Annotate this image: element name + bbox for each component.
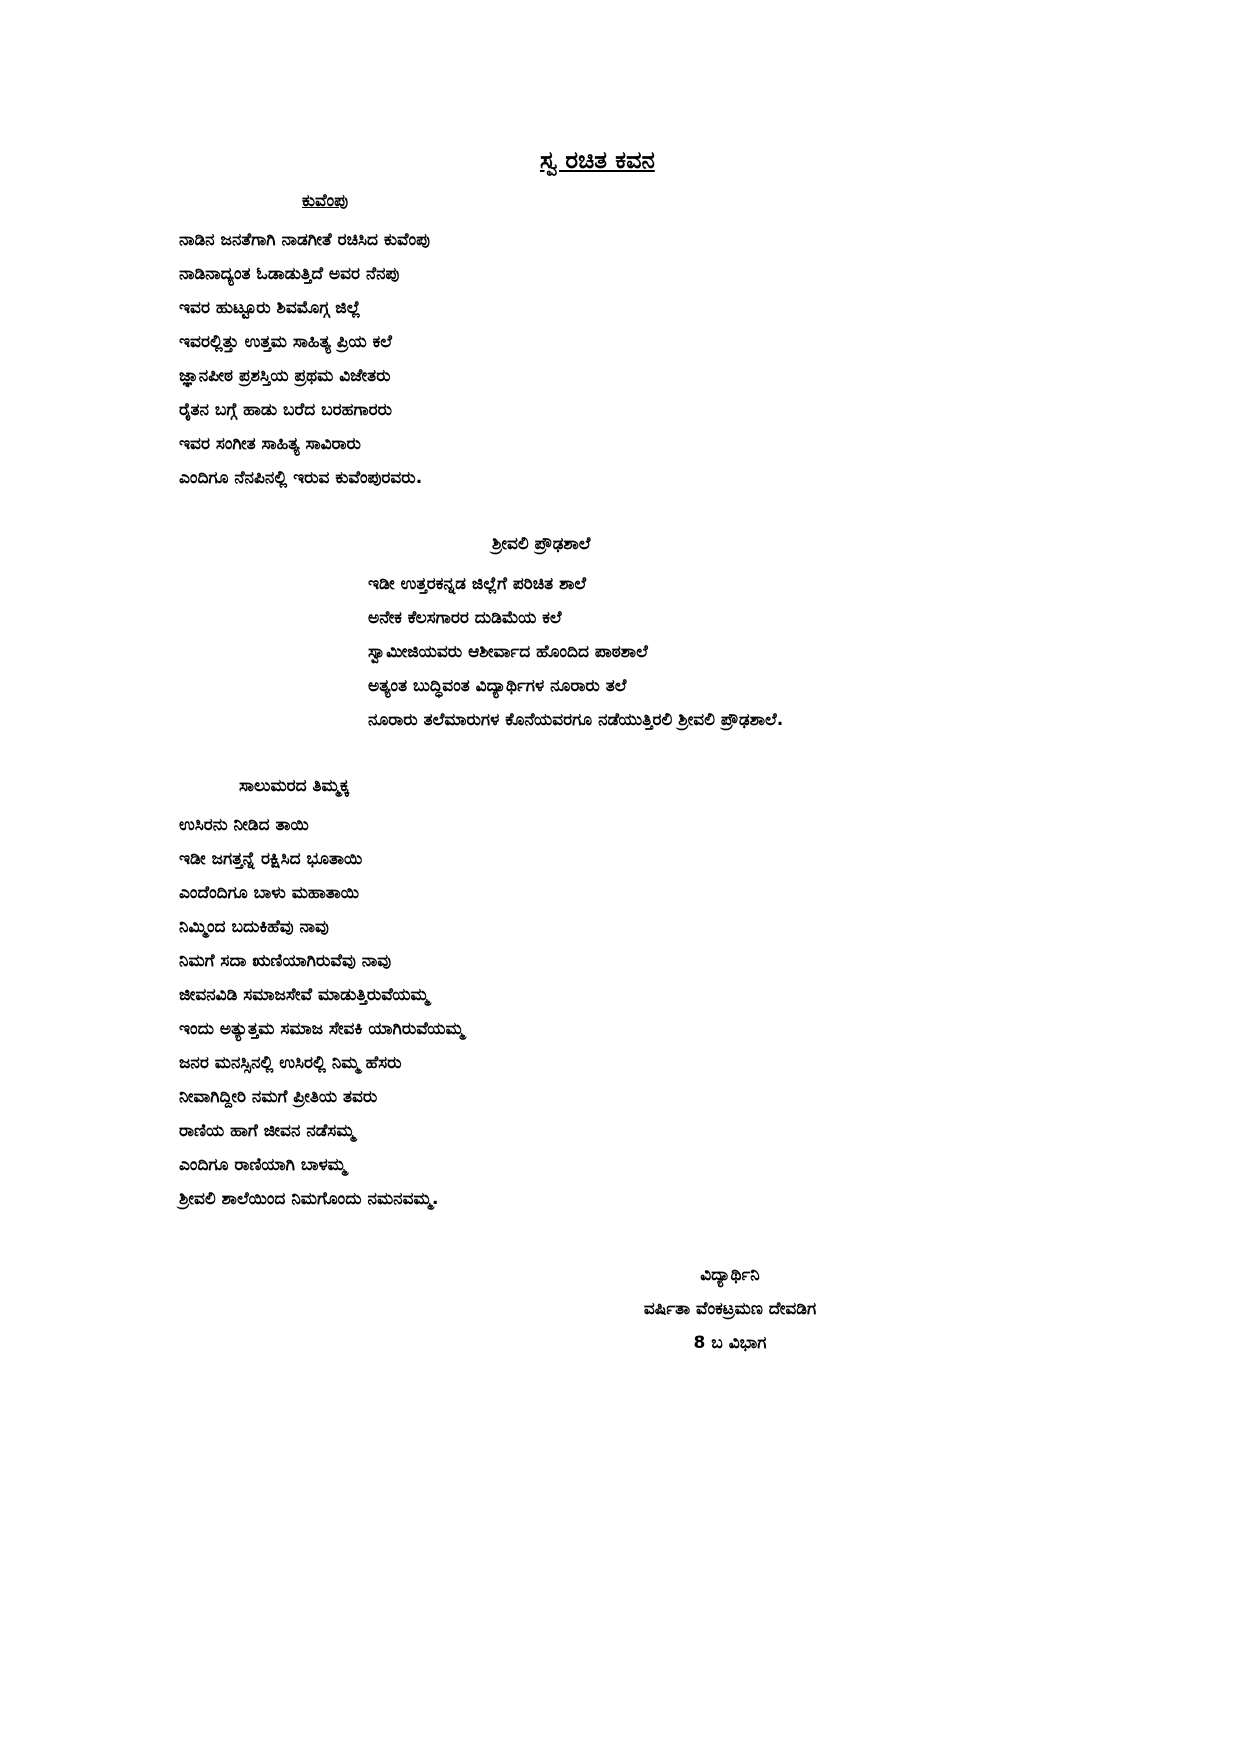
poem-line: ಎಂದೆಂದಿಗೂ ಬಾಳು ಮಹಾತಾಯಿ: [179, 883, 359, 903]
poem-line: ನಿಮ್ಮಿಂದ ಬದುಕಿಹೆವು ನಾವು: [179, 917, 329, 937]
poem-line: ರಾಣಿಯ ಹಾಗೆ ಜೀವನ ನಡೆಸಮ್ಮ: [179, 1121, 355, 1141]
poem-line: ಸ್ವಾಮೀಜಿಯವರು ಆಶೀರ್ವಾದ ಹೊಂದಿದ ಪಾಠಶಾಲೆ: [368, 642, 648, 662]
signature-block: [560, 1258, 900, 1360]
poem-line: ಇವರಲ್ಲಿತ್ತು ಉತ್ತಮ ಸಾಹಿತ್ಯ ಪ್ರಿಯ ಕಲೆ: [179, 332, 392, 352]
poem-line: ಅತ್ಯಂತ ಬುದ್ಧಿವಂತ ವಿದ್ಯಾರ್ಥಿಗಳ ನೂರಾರು ತಲೆ: [368, 676, 627, 696]
signature-role: ವಿದ್ಯಾರ್ಥಿನಿ: [700, 1265, 760, 1285]
poem-line: ರೈತನ ಬಗ್ಗೆ ಹಾಡು ಬರೆದ ಬರಹಗಾರರು: [179, 400, 392, 420]
signature-name: ವರ್ಷಿತಾ ವೆಂಕಟ್ರಮಣ ದೇವಡಿಗ: [643, 1299, 817, 1319]
document-title: ಸ್ವ ರಚಿತ ಕವನ: [540, 146, 655, 174]
poem-line: ಇಡೀ ಉತ್ತರಕನ್ನಡ ಜಿಲ್ಲೆಗೆ ಪರಿಚಿತ ಶಾಲೆ: [368, 574, 587, 594]
poem-thimmakka-lines: [179, 808, 464, 1216]
poem-line: ಇವರ ಹುಟ್ಟೂರು ಶಿವಮೊಗ್ಗ ಜಿಲ್ಲೆ: [179, 298, 361, 318]
poem-line: ಜೀವನವಿಡಿ ಸಮಾಜಸೇವೆ ಮಾಡುತ್ತಿರುವೆಯಮ್ಮ: [179, 985, 430, 1005]
poem-line: ನಾಡಿನ ಜನತೆಗಾಗಿ ನಾಡಗೀತೆ ರಚಿಸಿದ ಕುವೆಂಪು: [179, 230, 430, 250]
poem-line: ಜ್ಞಾನಪೀಠ ಪ್ರಶಸ್ತಿಯ ಪ್ರಥಮ ವಿಜೇತರು: [179, 366, 391, 386]
poem-line: ಉಸಿರನು ನೀಡಿದ ತಾಯಿ: [179, 815, 309, 835]
poem-title-school: ಶ್ರೀವಲಿ ಪ್ರೌಢಶಾಲೆ: [492, 534, 591, 554]
poem-line: ನಿಮಗೆ ಸದಾ ಋಣಿಯಾಗಿರುವೆವು ನಾವು: [179, 951, 392, 971]
poem-line: ನಾಡಿನಾದ್ಯಂತ ಓಡಾಡುತ್ತಿದೆ ಅವರ ನೆನಪು: [179, 264, 400, 284]
poem-line: ಜನರ ಮನಸ್ಸಿನಲ್ಲಿ ಉಸಿರಲ್ಲಿ ನಿಮ್ಮ ಹೆಸರು: [179, 1053, 402, 1073]
poem-line: ನೂರಾರು ತಲೆಮಾರುಗಳ ಕೊನೆಯವರಗೂ ನಡೆಯುತ್ತಿರಲಿ ಶ್ರೀವಲಿ ಪ್ರೌಢಶಾಲೆ.: [368, 710, 784, 730]
poem-title-thimmakka: ಸಾಲುಮರದ ತಿಮ್ಮಕ್ಕ: [239, 776, 350, 796]
poem-title-kuvempu: ಕುವೆಂಪು: [302, 191, 349, 211]
poem-line: ನೀವಾಗಿದ್ದೀರಿ ನಮಗೆ ಪ್ರೀತಿಯ ತವರು: [179, 1087, 378, 1107]
poem-line: ಎಂದಿಗೂ ರಾಣಿಯಾಗಿ ಬಾಳಮ್ಮ: [179, 1155, 347, 1175]
poem-line: ಇಡೀ ಜಗತ್ತನ್ನೆ ರಕ್ಷಿಸಿದ ಭೂತಾಯಿ: [179, 849, 363, 869]
poem-kuvempu-lines: [179, 223, 430, 495]
poem-school-lines: [368, 567, 783, 737]
poem-line: ಶ್ರೀವಲಿ ಶಾಲೆಯಿಂದ ನಿಮಗೊಂದು ನಮನವಮ್ಮ.: [179, 1189, 439, 1209]
poem-line: ಇವರ ಸಂಗೀತ ಸಾಹಿತ್ಯ ಸಾವಿರಾರು: [179, 434, 361, 454]
poem-line: ಎಂದಿಗೂ ನೆನಪಿನಲ್ಲಿ ಇರುವ ಕುವೆಂಪುರವರು.: [179, 468, 423, 488]
poem-line: ಇಂದು ಅತ್ಯುತ್ತಮ ಸಮಾಜ ಸೇವಕಿ ಯಾಗಿರುವೆಯಮ್ಮ: [179, 1019, 464, 1039]
signature-class: 8 ಬ ವಿಭಾಗ: [693, 1333, 767, 1353]
poem-line: ಅನೇಕ ಕೆಲಸಗಾರರ ದುಡಿಮೆಯ ಕಲೆ: [368, 608, 562, 628]
